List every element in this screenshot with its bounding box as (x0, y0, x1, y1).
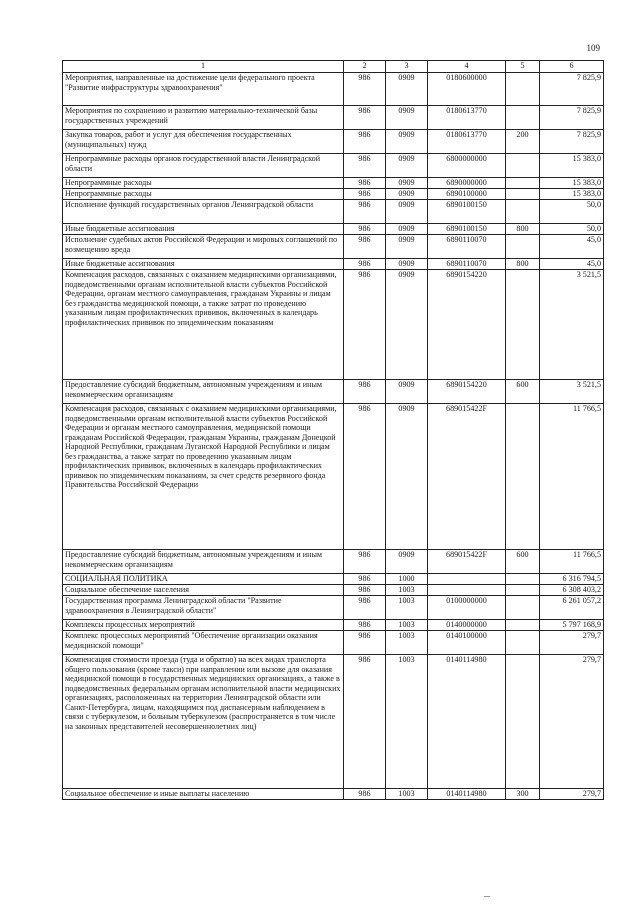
table-row (63, 655, 604, 789)
row-expense-type-cell: 800 (506, 224, 540, 235)
row-ministry-cell: 986 (344, 574, 386, 585)
header-cell-target-article: 4 (428, 61, 506, 73)
row-section-cell: 1003 (386, 620, 428, 631)
row-ministry-cell: 986 (344, 224, 386, 235)
row-section-cell: 0909 (386, 200, 428, 224)
row-amount-cell: 7 825,9 (540, 106, 604, 130)
row-ministry-cell: 986 (344, 154, 386, 178)
row-ministry-cell: 986 (344, 73, 386, 106)
row-target-article-cell: 6890154220 (428, 380, 506, 404)
header-cell-section: 3 (386, 61, 428, 73)
row-target-article-cell: 6890100000 (428, 189, 506, 200)
row-target-article-cell: 0180613770 (428, 130, 506, 154)
row-target-article-cell: 6890110070 (428, 259, 506, 270)
table-row (63, 574, 604, 585)
row-expense-type-cell: 300 (506, 789, 540, 800)
row-ministry-cell: 986 (344, 235, 386, 259)
table-row (63, 620, 604, 631)
row-amount-cell: 45,0 (540, 259, 604, 270)
row-amount-cell: 3 521,5 (540, 270, 604, 380)
row-section-cell: 0909 (386, 550, 428, 574)
row-ministry-cell: 986 (344, 178, 386, 189)
row-name-cell: Предоставление субсидий бюджетным, автономным учреждениям и иным некоммерческим организациям (63, 550, 344, 574)
table-header-row (63, 61, 604, 73)
table-row (63, 235, 604, 259)
header-cell-amount: 6 (540, 61, 604, 73)
row-expense-type-cell (506, 596, 540, 620)
table-row (63, 73, 604, 106)
row-section-cell: 0909 (386, 270, 428, 380)
row-expense-type-cell: 800 (506, 259, 540, 270)
row-ministry-cell: 986 (344, 789, 386, 800)
row-section-cell: 0909 (386, 154, 428, 178)
row-section-cell: 0909 (386, 73, 428, 106)
row-section-cell: 1000 (386, 574, 428, 585)
row-target-article-cell: 0180600000 (428, 73, 506, 106)
row-expense-type-cell (506, 154, 540, 178)
row-ministry-cell: 986 (344, 380, 386, 404)
row-amount-cell: 50,0 (540, 200, 604, 224)
row-target-article-cell: 0140000000 (428, 620, 506, 631)
row-target-article-cell: 6890154220 (428, 270, 506, 380)
row-amount-cell: 11 766,5 (540, 404, 604, 550)
row-ministry-cell: 986 (344, 189, 386, 200)
row-name-cell: Компенсация расходов, связанных с оказанием медицинскими организациями, подведомственными органам исполнительной власти субъектов Российской Федерации и органам местного самоуправления, медицинской помощи гражданам Российской Федерации, гражданам Украины, гражданам Донецкой Народной Республики, гражданам Луганской Народной Республики и лицам без гражданства, а также затрат по проведению указанным лицам профилактических прививок, включенных в календарь профилактических прививок по эпидемическим показаниям, за счет средств резервного фонда Правительства Российской Федерации (63, 404, 344, 550)
row-section-cell: 0909 (386, 106, 428, 130)
row-ministry-cell: 986 (344, 620, 386, 631)
table-row (63, 154, 604, 178)
row-name-cell: Непрограммные расходы органов государственной власти Ленинградской области (63, 154, 344, 178)
row-target-article-cell: 0180613770 (428, 106, 506, 130)
header-cell-ministry: 2 (344, 61, 386, 73)
row-section-cell: 0909 (386, 130, 428, 154)
row-expense-type-cell: 600 (506, 380, 540, 404)
budget-table (62, 60, 604, 800)
row-ministry-cell: 986 (344, 550, 386, 574)
row-name-cell: Непрограммные расходы (63, 178, 344, 189)
row-expense-type-cell (506, 73, 540, 106)
table-row (63, 200, 604, 224)
table-row (63, 178, 604, 189)
row-amount-cell: 6 261 057,2 (540, 596, 604, 620)
row-section-cell: 0909 (386, 235, 428, 259)
row-ministry-cell: 986 (344, 585, 386, 596)
row-amount-cell: 15 383,0 (540, 154, 604, 178)
row-section-cell: 1003 (386, 789, 428, 800)
header-cell-name: 1 (63, 61, 344, 73)
row-expense-type-cell: 600 (506, 550, 540, 574)
table-row (63, 224, 604, 235)
row-name-cell: Мероприятия по сохранению и развитию материально-технической базы государственных учреждений (63, 106, 344, 130)
row-name-cell: Предоставление субсидий бюджетным, автономным учреждениям и иным некоммерческим организациям (63, 380, 344, 404)
row-amount-cell: 279,7 (540, 789, 604, 800)
row-target-article-cell: 6800000000 (428, 154, 506, 178)
row-name-cell: Государственная программа Ленинградской области "Развитие здравоохранения в Ленинградской области" (63, 596, 344, 620)
row-amount-cell: 11 766,5 (540, 550, 604, 574)
row-ministry-cell: 986 (344, 404, 386, 550)
row-section-cell: 0909 (386, 224, 428, 235)
row-amount-cell: 279,7 (540, 631, 604, 655)
row-name-cell: Иные бюджетные ассигнования (63, 259, 344, 270)
row-name-cell: Компенсация стоимости проезда (туда и обратно) на всех видах транспорта общего пользования (кроме такси) при направлении или вызове для оказания медицинской помощи в государственных медицинских организациях, а также в подведомственных федеральным органам исполнительной власти медицинских организациях, расположенных на территории Ленинградской области или Санкт-Петербурга, лицам, находящимся под диспансерным наблюдением в связи с туберкулезом, и больным туберкулезом (распространяется в том числе на законных представителей несовершеннолетних лиц) (63, 655, 344, 789)
row-name-cell: Исполнение функций государственных органов Ленинградской области (63, 200, 344, 224)
row-expense-type-cell: 200 (506, 130, 540, 154)
row-name-cell: Исполнение судебных актов Российской Федерации и мировых соглашений по возмещению вреда (63, 235, 344, 259)
table-row (63, 106, 604, 130)
row-amount-cell: 6 308 403,2 (540, 585, 604, 596)
row-amount-cell: 7 825,9 (540, 130, 604, 154)
row-amount-cell: 15 383,0 (540, 189, 604, 200)
row-target-article-cell: 0100000000 (428, 596, 506, 620)
row-target-article-cell: 0140114980 (428, 789, 506, 800)
row-ministry-cell: 986 (344, 200, 386, 224)
row-section-cell: 1003 (386, 596, 428, 620)
row-target-article-cell: 689015422F (428, 404, 506, 550)
row-expense-type-cell (506, 655, 540, 789)
row-expense-type-cell (506, 620, 540, 631)
row-target-article-cell: 689015422F (428, 550, 506, 574)
row-expense-type-cell (506, 631, 540, 655)
row-amount-cell: 6 316 794,5 (540, 574, 604, 585)
row-expense-type-cell (506, 585, 540, 596)
row-section-cell: 1003 (386, 655, 428, 789)
page-number: 109 (586, 43, 600, 53)
table-row (63, 270, 604, 380)
table-row (63, 596, 604, 620)
row-target-article-cell: 6890100150 (428, 200, 506, 224)
row-name-cell: Закупка товаров, работ и услуг для обеспечения государственных (муниципальных) нужд (63, 130, 344, 154)
row-amount-cell: 7 825,9 (540, 73, 604, 106)
row-section-cell: 0909 (386, 380, 428, 404)
row-name-cell: Компенсация расходов, связанных с оказанием медицинскими организациями, подведомственными органам исполнительной власти субъектов Российской Федерации, органам местного самоуправления, гражданам Украины и лицам без гражданства медицинской помощи, а также затрат по проведению указанным лицам профилактических прививок, включенных в календарь профилактических прививок по эпидемическим показаниям (63, 270, 344, 380)
row-amount-cell: 5 797 168,9 (540, 620, 604, 631)
row-expense-type-cell (506, 106, 540, 130)
table-row (63, 130, 604, 154)
row-section-cell: 0909 (386, 178, 428, 189)
row-target-article-cell: 6890000000 (428, 178, 506, 189)
row-ministry-cell: 986 (344, 130, 386, 154)
row-expense-type-cell (506, 270, 540, 380)
table-row (63, 259, 604, 270)
row-ministry-cell: 986 (344, 596, 386, 620)
row-name-cell: Комплекс процессных мероприятий "Обеспечение организации оказания медицинской помощи" (63, 631, 344, 655)
row-target-article-cell: 0140100000 (428, 631, 506, 655)
row-name-cell: СОЦИАЛЬНАЯ ПОЛИТИКА (63, 574, 344, 585)
table-row (63, 789, 604, 800)
row-expense-type-cell (506, 235, 540, 259)
row-amount-cell: 50,0 (540, 224, 604, 235)
table-row (63, 585, 604, 596)
row-expense-type-cell (506, 189, 540, 200)
row-target-article-cell: 0140114980 (428, 655, 506, 789)
header-cell-expense-type: 5 (506, 61, 540, 73)
row-target-article-cell: 6890110070 (428, 235, 506, 259)
row-name-cell: Непрограммные расходы (63, 189, 344, 200)
row-name-cell: Иные бюджетные ассигнования (63, 224, 344, 235)
row-section-cell: 0909 (386, 189, 428, 200)
scan-speck (484, 896, 490, 897)
row-ministry-cell: 986 (344, 270, 386, 380)
table-row (63, 380, 604, 404)
row-ministry-cell: 986 (344, 655, 386, 789)
row-target-article-cell: 6890100150 (428, 224, 506, 235)
row-amount-cell: 279,7 (540, 655, 604, 789)
row-ministry-cell: 986 (344, 106, 386, 130)
row-expense-type-cell (506, 200, 540, 224)
row-section-cell: 1003 (386, 585, 428, 596)
row-section-cell: 1003 (386, 631, 428, 655)
row-expense-type-cell (506, 404, 540, 550)
table-body (63, 73, 604, 800)
row-ministry-cell: 986 (344, 259, 386, 270)
row-section-cell: 0909 (386, 259, 428, 270)
table-row (63, 189, 604, 200)
row-amount-cell: 3 521,5 (540, 380, 604, 404)
row-amount-cell: 15 383,0 (540, 178, 604, 189)
row-amount-cell: 45,0 (540, 235, 604, 259)
table-row (63, 550, 604, 574)
row-target-article-cell (428, 585, 506, 596)
row-ministry-cell: 986 (344, 631, 386, 655)
row-expense-type-cell (506, 178, 540, 189)
table-row (63, 404, 604, 550)
row-target-article-cell (428, 574, 506, 585)
row-expense-type-cell (506, 574, 540, 585)
row-name-cell: Комплексы процессных мероприятий (63, 620, 344, 631)
row-name-cell: Социальное обеспечение населения (63, 585, 344, 596)
row-name-cell: Социальное обеспечение и иные выплаты населению (63, 789, 344, 800)
row-name-cell: Мероприятия, направленные на достижение цели федерального проекта "Развитие инфраструктуры здравоохранения" (63, 73, 344, 106)
table-row (63, 631, 604, 655)
row-section-cell: 0909 (386, 404, 428, 550)
